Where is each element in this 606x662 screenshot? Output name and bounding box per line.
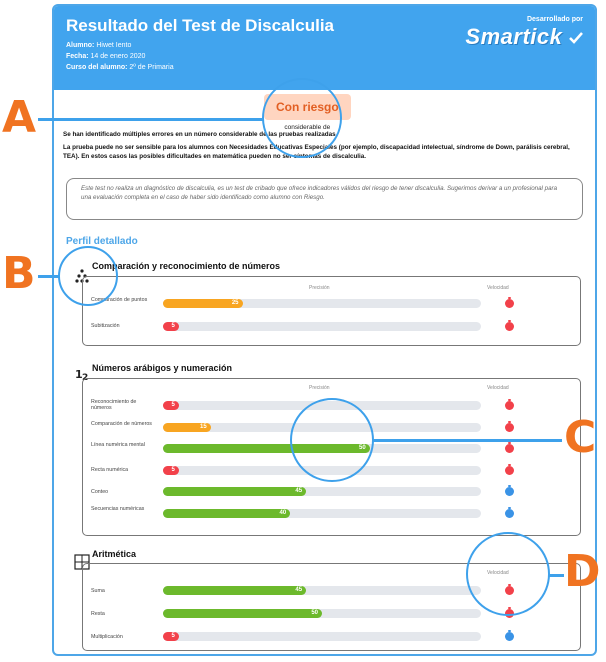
- report-title: Resultado del Test de Discalculia: [66, 16, 334, 35]
- special-needs-note: La prueba puede no ser sensible para los alumnos con Necesidades Educativas Especiales (por ejemplo, discapacidad intelectual, síndrome de Down, parálisis cerebral, TEA). En estos casos las posibles dificultades en matemática pueden no ser síntomas de discalculia.: [63, 144, 570, 160]
- section-title-arithmetic: Aritmética: [92, 549, 137, 559]
- precision-value: 25: [231, 300, 239, 306]
- panel-comparison: [82, 276, 581, 346]
- row-label: Comparación de números: [91, 421, 152, 427]
- date-label: Fecha:: [66, 53, 89, 60]
- precision-bar-track: [163, 609, 481, 618]
- grade-label: Curso del alumno:: [66, 64, 128, 71]
- annotation-letter-b: B: [2, 248, 36, 299]
- row-label: Comparación de puntos: [91, 297, 148, 303]
- stopwatch-icon: [505, 509, 514, 518]
- svg-text:1: 1: [75, 368, 83, 381]
- stopwatch-icon: [505, 322, 514, 331]
- stopwatch-icon: [505, 466, 514, 475]
- precision-bar-fill: [163, 423, 211, 432]
- precision-bar-track: [163, 487, 481, 496]
- row-label: Línea numérica mental: [91, 442, 145, 448]
- precision-bar-fill: [163, 466, 179, 475]
- precision-bar-track: [163, 299, 481, 308]
- precision-value: 5: [171, 323, 175, 329]
- stopwatch-icon: [505, 423, 514, 432]
- precision-value: 5: [171, 467, 175, 473]
- annotation-letter-c: C: [564, 412, 597, 463]
- speed-header: Velocidad: [487, 570, 509, 576]
- precision-bar-track: [163, 509, 481, 518]
- report-header: [54, 6, 595, 90]
- checkmark-icon: [569, 31, 583, 45]
- annotation-line-c: [372, 439, 562, 442]
- precision-bar-fill: [163, 509, 290, 518]
- risk-badge: Con riesgo: [264, 94, 351, 120]
- precision-value: 5: [171, 633, 175, 639]
- annotation-circle-b: [58, 246, 118, 306]
- brand-logo-text: Smartick: [465, 24, 563, 49]
- precision-value: 15: [200, 424, 207, 430]
- precision-bar-track: [163, 322, 481, 331]
- precision-value: 45: [295, 488, 303, 494]
- row-label: Recta numérica: [91, 467, 129, 473]
- stopwatch-icon: [505, 444, 514, 453]
- row-label: Secuencias numéricas: [91, 506, 145, 512]
- precision-bar-fill: [163, 609, 322, 618]
- student-label: Alumno:: [66, 42, 95, 49]
- stopwatch-icon: [505, 487, 514, 496]
- row-label: Multiplicación: [91, 634, 123, 640]
- result-description: Se han identificado múltiples errores en un número considerable de las pruebas realizadas.: [63, 131, 338, 138]
- precision-value: 45: [295, 587, 303, 593]
- precision-bar-track: [163, 586, 481, 595]
- date-row: [66, 53, 583, 60]
- stopwatch-icon: [505, 632, 514, 641]
- precision-value: 5: [171, 402, 175, 408]
- section-title-comparison: Comparación y reconocimiento de números: [92, 261, 281, 271]
- annotation-line-d: [548, 574, 564, 577]
- brand-logo: [465, 24, 583, 50]
- row-label: Reconocimiento de números: [91, 399, 137, 412]
- date-value: 14 de enero 2020: [90, 53, 146, 60]
- speed-header: Velocidad: [487, 285, 509, 291]
- annotation-circle-c: [290, 398, 374, 482]
- disclaimer-box: Este test no realiza un diagnóstico de discalculia, es un test de cribado que ofrece indicadores válidos del riesgo de tener discalculia. Sugerimos derivar a un profesional para una evaluación completa en el caso de haber sido identificado como alumno con Riesgo.: [66, 178, 583, 220]
- svg-text:2: 2: [82, 373, 89, 382]
- precision-header: Precisión: [309, 285, 330, 291]
- brand-caption: Desarrollado por: [526, 16, 583, 23]
- detailed-profile-heading: Perfil detallado: [66, 236, 138, 247]
- row-label: Conteo: [91, 489, 109, 495]
- row-label: Suma: [91, 588, 105, 594]
- grade-row: [66, 64, 583, 71]
- annotation-letter-a: A: [2, 92, 37, 143]
- precision-bar-fill: [163, 401, 179, 410]
- brand-block: [465, 16, 583, 50]
- precision-bar-track: [163, 632, 481, 641]
- stopwatch-icon: [505, 401, 514, 410]
- precision-bar-fill: [163, 487, 306, 496]
- precision-value: 50: [311, 610, 318, 616]
- risk-subtitle: considerable de: [284, 124, 331, 131]
- annotation-circle-a: [262, 78, 342, 158]
- annotation-circle-d: [466, 532, 550, 616]
- annotation-letter-d: D: [564, 546, 601, 597]
- precision-bar-fill: [163, 586, 306, 595]
- precision-bar-fill: [163, 632, 179, 641]
- precision-bar-fill: [163, 322, 179, 331]
- section-title-numbers: Números arábigos y numeración: [92, 363, 233, 373]
- precision-value: 40: [279, 510, 287, 516]
- stopwatch-icon: [505, 299, 514, 308]
- row-label: Subitización: [91, 323, 120, 329]
- speed-header: Velocidad: [487, 385, 509, 391]
- grade-value: 2º de Primaria: [129, 64, 174, 71]
- row-label: Resta: [91, 611, 105, 617]
- student-name: Hiwet Iento: [96, 42, 132, 49]
- precision-value: 50: [359, 445, 366, 451]
- annotation-line-b: [38, 275, 60, 278]
- precision-bar-fill: [163, 299, 243, 308]
- precision-header: Precisión: [309, 385, 330, 391]
- annotation-line-a: [38, 118, 264, 121]
